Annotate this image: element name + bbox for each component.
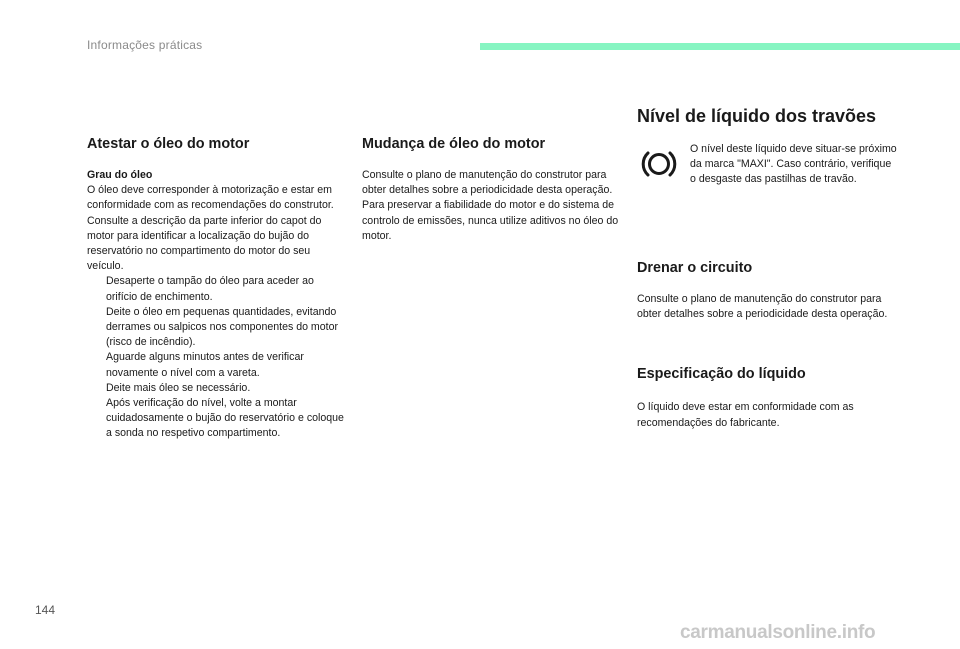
paragraph-brake-level: O nível deste líquido deve situar-se próximo da marca "MAXI". Caso contrário, verifique o desgaste das pastilhas de travão. [690,143,897,186]
paragraph-maintenance-plan: Consulte o plano de manutenção do construtor para obter detalhes sobre a periodicidade desta operação. [362,169,613,197]
list-item: Após verificação do nível, volte a montar cuidadosamente o bujão do reservatório e coloque a sonda no respetivo compartimento. [106,397,344,440]
drain-section [637,258,899,322]
heading-oil-topup: Atestar o óleo do motor [87,136,250,152]
list-item: Deite o óleo em pequenas quantidades, evitando derrames ou salpicos nos componentes do motor (risco de incêndio). [106,305,339,349]
paragraph-oil-grade: O óleo deve corresponder à motorização e estar em conformidade com as recomendações do construtor. [87,184,334,212]
heading-brake-fluid-level: Nível de líquido dos travões [637,106,877,126]
column-brake-fluid [637,104,899,431]
list-item: Aguarde alguns minutos antes de verificar novamente o nível com a vareta. [106,351,304,379]
list-item: Desaperte o tampão do óleo para aceder ao orifício de enchimento. [106,275,314,303]
heading-oil-change: Mudança de óleo do motor [362,136,546,152]
column-oil-change [362,134,624,244]
topup-steps-list [87,274,347,441]
column-engine-oil-topup [87,134,347,442]
paragraph-no-additives: Para preservar a fiabilidade do motor e do sistema de controlo de emissões, nunca utilize aditivos no óleo do motor. [362,199,619,242]
brake-warning-icon [641,148,677,180]
brake-level-block [637,142,899,224]
section-title: Informações práticas [87,38,203,52]
heading-drain-circuit: Drenar o circuito [637,260,753,276]
spec-section [637,364,899,430]
subheading-oil-grade: Grau do óleo [87,169,153,181]
heading-fluid-spec: Especificação do líquido [637,366,806,383]
header-accent-bar [480,43,960,50]
paragraph-fluid-spec: O líquido deve estar em conformidade com as recomendações do fabricante. [637,401,854,429]
watermark: carmanualsonline.info [680,622,876,643]
paragraph-drain: Consulte o plano de manutenção do construtor para obter detalhes sobre a periodicidade desta operação. [637,293,888,321]
page-number: 144 [35,603,56,617]
list-item: Deite mais óleo se necessário. [106,381,251,394]
paragraph-dipstick-location: Consulte a descrição da parte inferior do capot do motor para identificar a localização do bujão do reservatório no compartimento do motor do seu veículo. [87,214,322,273]
